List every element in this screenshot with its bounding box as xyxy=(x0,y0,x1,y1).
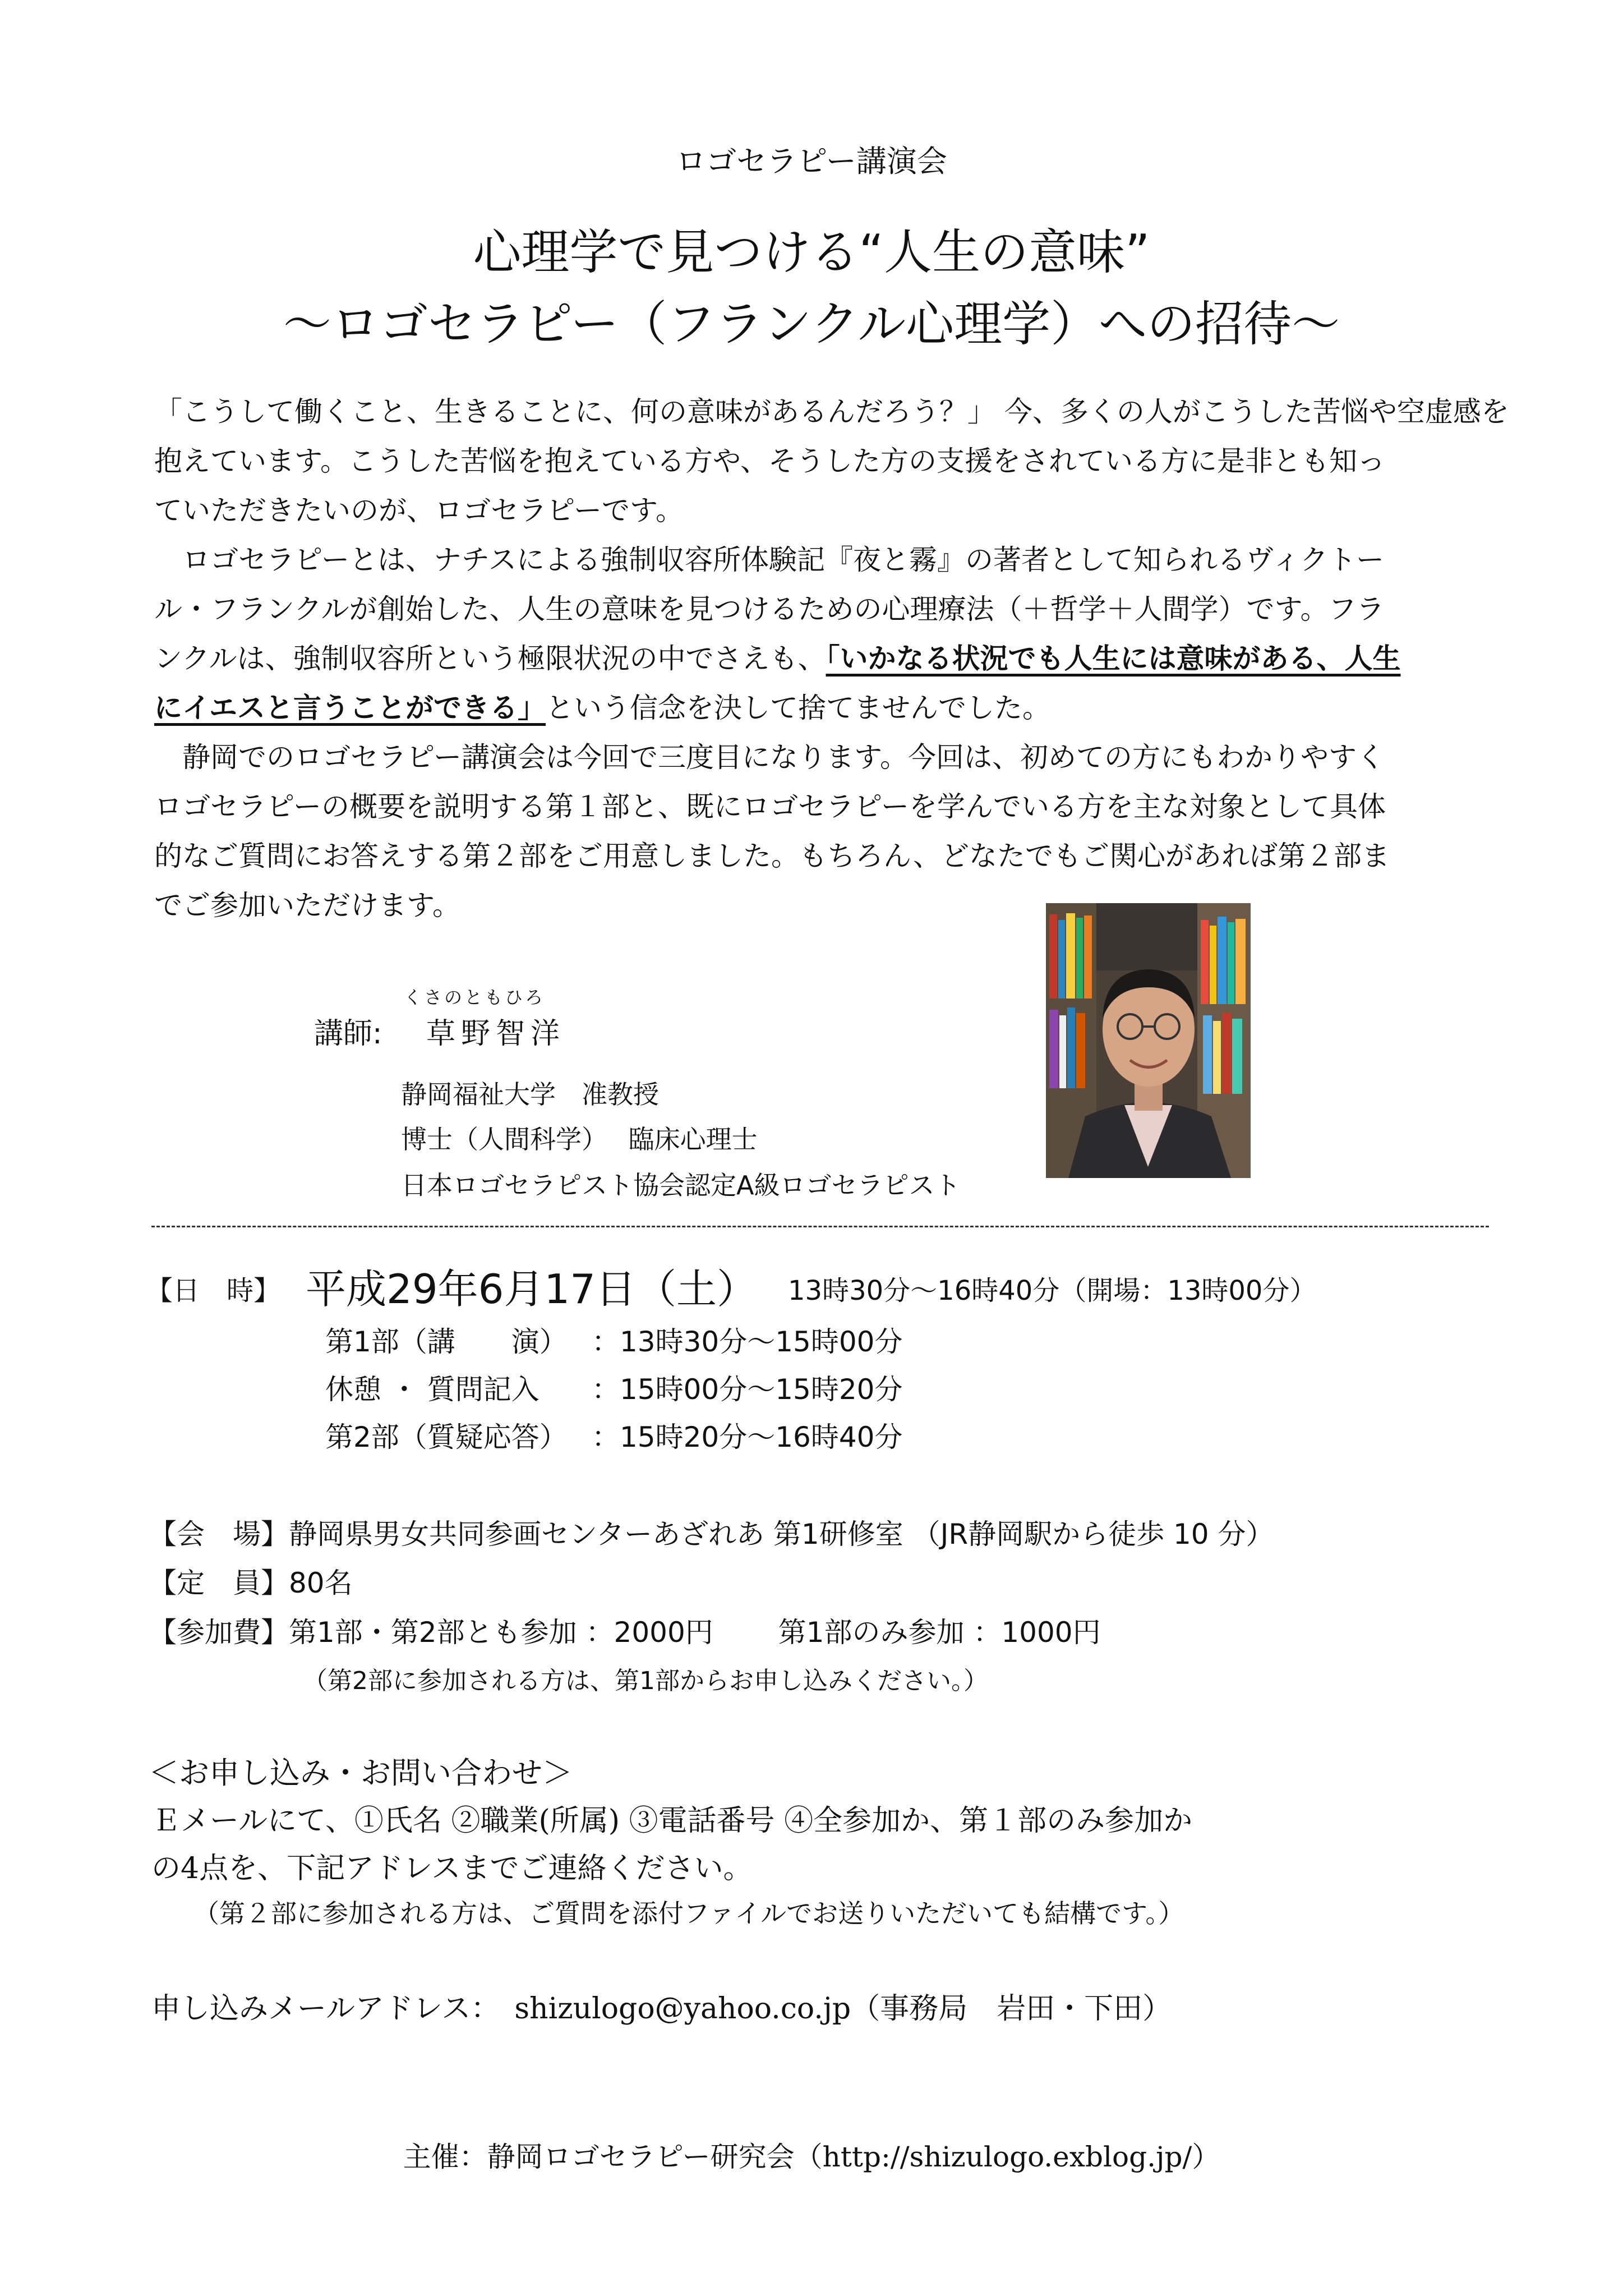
intro-line xyxy=(154,683,1483,733)
dashed-divider xyxy=(151,1226,1489,1227)
venue-line: 【会 場】静岡県男女共同参画センターあざれあ 第1研修室 （JR静岡駅から徒歩 10 分） xyxy=(149,1518,1274,1550)
fee-note: （第2部に参加される方は、第1部からお申し込みください。） xyxy=(303,1667,988,1695)
lecturer-name: 草野智洋 xyxy=(426,1017,566,1051)
intro-highlight: にイエスと言うことができる」 xyxy=(154,692,546,724)
schedule-time: ：13時30分～15時00分 xyxy=(592,1326,903,1358)
schedule-time: ：15時00分～15時20分 xyxy=(592,1373,903,1406)
intro-text: ンクルは、強制収容所という極限状況の中でさえも、 xyxy=(154,642,826,675)
lecturer-affiliation: 日本ロゴセラピスト協会認定A級ロゴセラピスト xyxy=(401,1170,961,1200)
event-time: 13時30分～16時40分（開場：13時00分） xyxy=(788,1275,1317,1306)
schedule-label: 第2部（質疑応答） xyxy=(325,1421,568,1453)
apply-instructions: の4点を、下記アドレスまでご連絡ください。 xyxy=(151,1852,753,1885)
event-date: 平成29年6月17日（土） xyxy=(306,1266,758,1313)
lecturer-photo xyxy=(1046,903,1251,1178)
host-line: 主催：静岡ロゴセラピー研究会（http://shizulogo.exblog.jp/） xyxy=(403,2141,1220,2173)
intro-line: ロゴセラピーの概要を説明する第１部と、既にロゴセラピーを学んでいる方を主な対象として具体 xyxy=(154,790,1386,823)
intro-highlight: 「いかなる状況でも人生には意味がある、人生 xyxy=(826,642,1401,675)
apply-note: （第２部に参加される方は、ご質問を添付ファイルでお送りいただいても結構です。） xyxy=(193,1898,1184,1929)
schedule-label: 第1部（講 演） xyxy=(325,1326,568,1358)
intro-paragraph xyxy=(154,387,1509,930)
schedule-time: ：15時20分～16時40分 xyxy=(592,1421,903,1453)
intro-line: ル・フランクルが創始した、人生の意味を見つけるための心理療法（＋哲学＋人間学）です。フラ xyxy=(154,593,1385,625)
apply-instructions: Ｅメールにて、①氏名 ②職業(所属) ③電話番号 ④全参加か、第１部のみ参加か xyxy=(151,1804,1193,1838)
schedule-label: 休憩 ・ 質問記入 xyxy=(325,1373,540,1406)
datetime-label: 【日 時】 xyxy=(146,1275,281,1306)
lecturer-ruby: くさのともひろ xyxy=(404,987,546,1008)
lecturer-label: 講師: xyxy=(314,1017,382,1051)
lecturer-affiliation: 博士（人間科学） 臨床心理士 xyxy=(401,1124,758,1154)
intro-text: という信念を決して捨てませんでした。 xyxy=(546,692,1050,724)
intro-line: ていただきたいのが、ロゴセラピーです。 xyxy=(154,494,684,527)
lecturer-affiliation: 静岡福祉大学 准教授 xyxy=(401,1079,659,1110)
lecturer-portrait xyxy=(1046,903,1251,1178)
intro-line: でご参加いただけます。 xyxy=(154,889,460,922)
apply-heading: ＜お申し込み・お問い合わせ＞ xyxy=(149,1755,573,1791)
intro-line: 静岡でのロゴセラピー講演会は今回で三度目になります。今回は、初めての方にもわかりやすく xyxy=(154,741,1385,774)
intro-line: ロゴセラピーとは、ナチスによる強制収容所体験記『夜と霧』の著者として知られるヴィクトー xyxy=(154,544,1384,576)
capacity-line: 【定 員】80名 xyxy=(149,1567,353,1599)
email-address-line: 申し込みメールアドレス： shizulogo@yahoo.co.jp（事務局 岩田・下田） xyxy=(151,1992,1172,2026)
fee-line: 【参加費】第1部・第2部とも参加 ：2000円 第1部のみ参加 ：1000円 xyxy=(149,1616,1101,1649)
intro-line: 的なご質問にお答えする第２部をご用意しました。もちろん、どなたでもご関心があれば第２部ま xyxy=(154,840,1390,872)
header-label: ロゴセラピー講演会 xyxy=(676,144,947,179)
title-line-2: ～ロゴセラピー（フランクル心理学）への招待～ xyxy=(283,296,1340,352)
intro-line: 「こうして働くこと、生きることに、何の意味があるんだろう？」 今、多くの人がこうした苦悩や空虚感を xyxy=(154,395,1509,428)
intro-line: 抱えています。こうした苦悩を抱えている方や、そうした方の支援をされている方に是非とも知っ xyxy=(154,445,1385,477)
intro-line xyxy=(154,634,1483,683)
title-line-1: 心理学で見つける“人生の意味” xyxy=(473,224,1150,280)
